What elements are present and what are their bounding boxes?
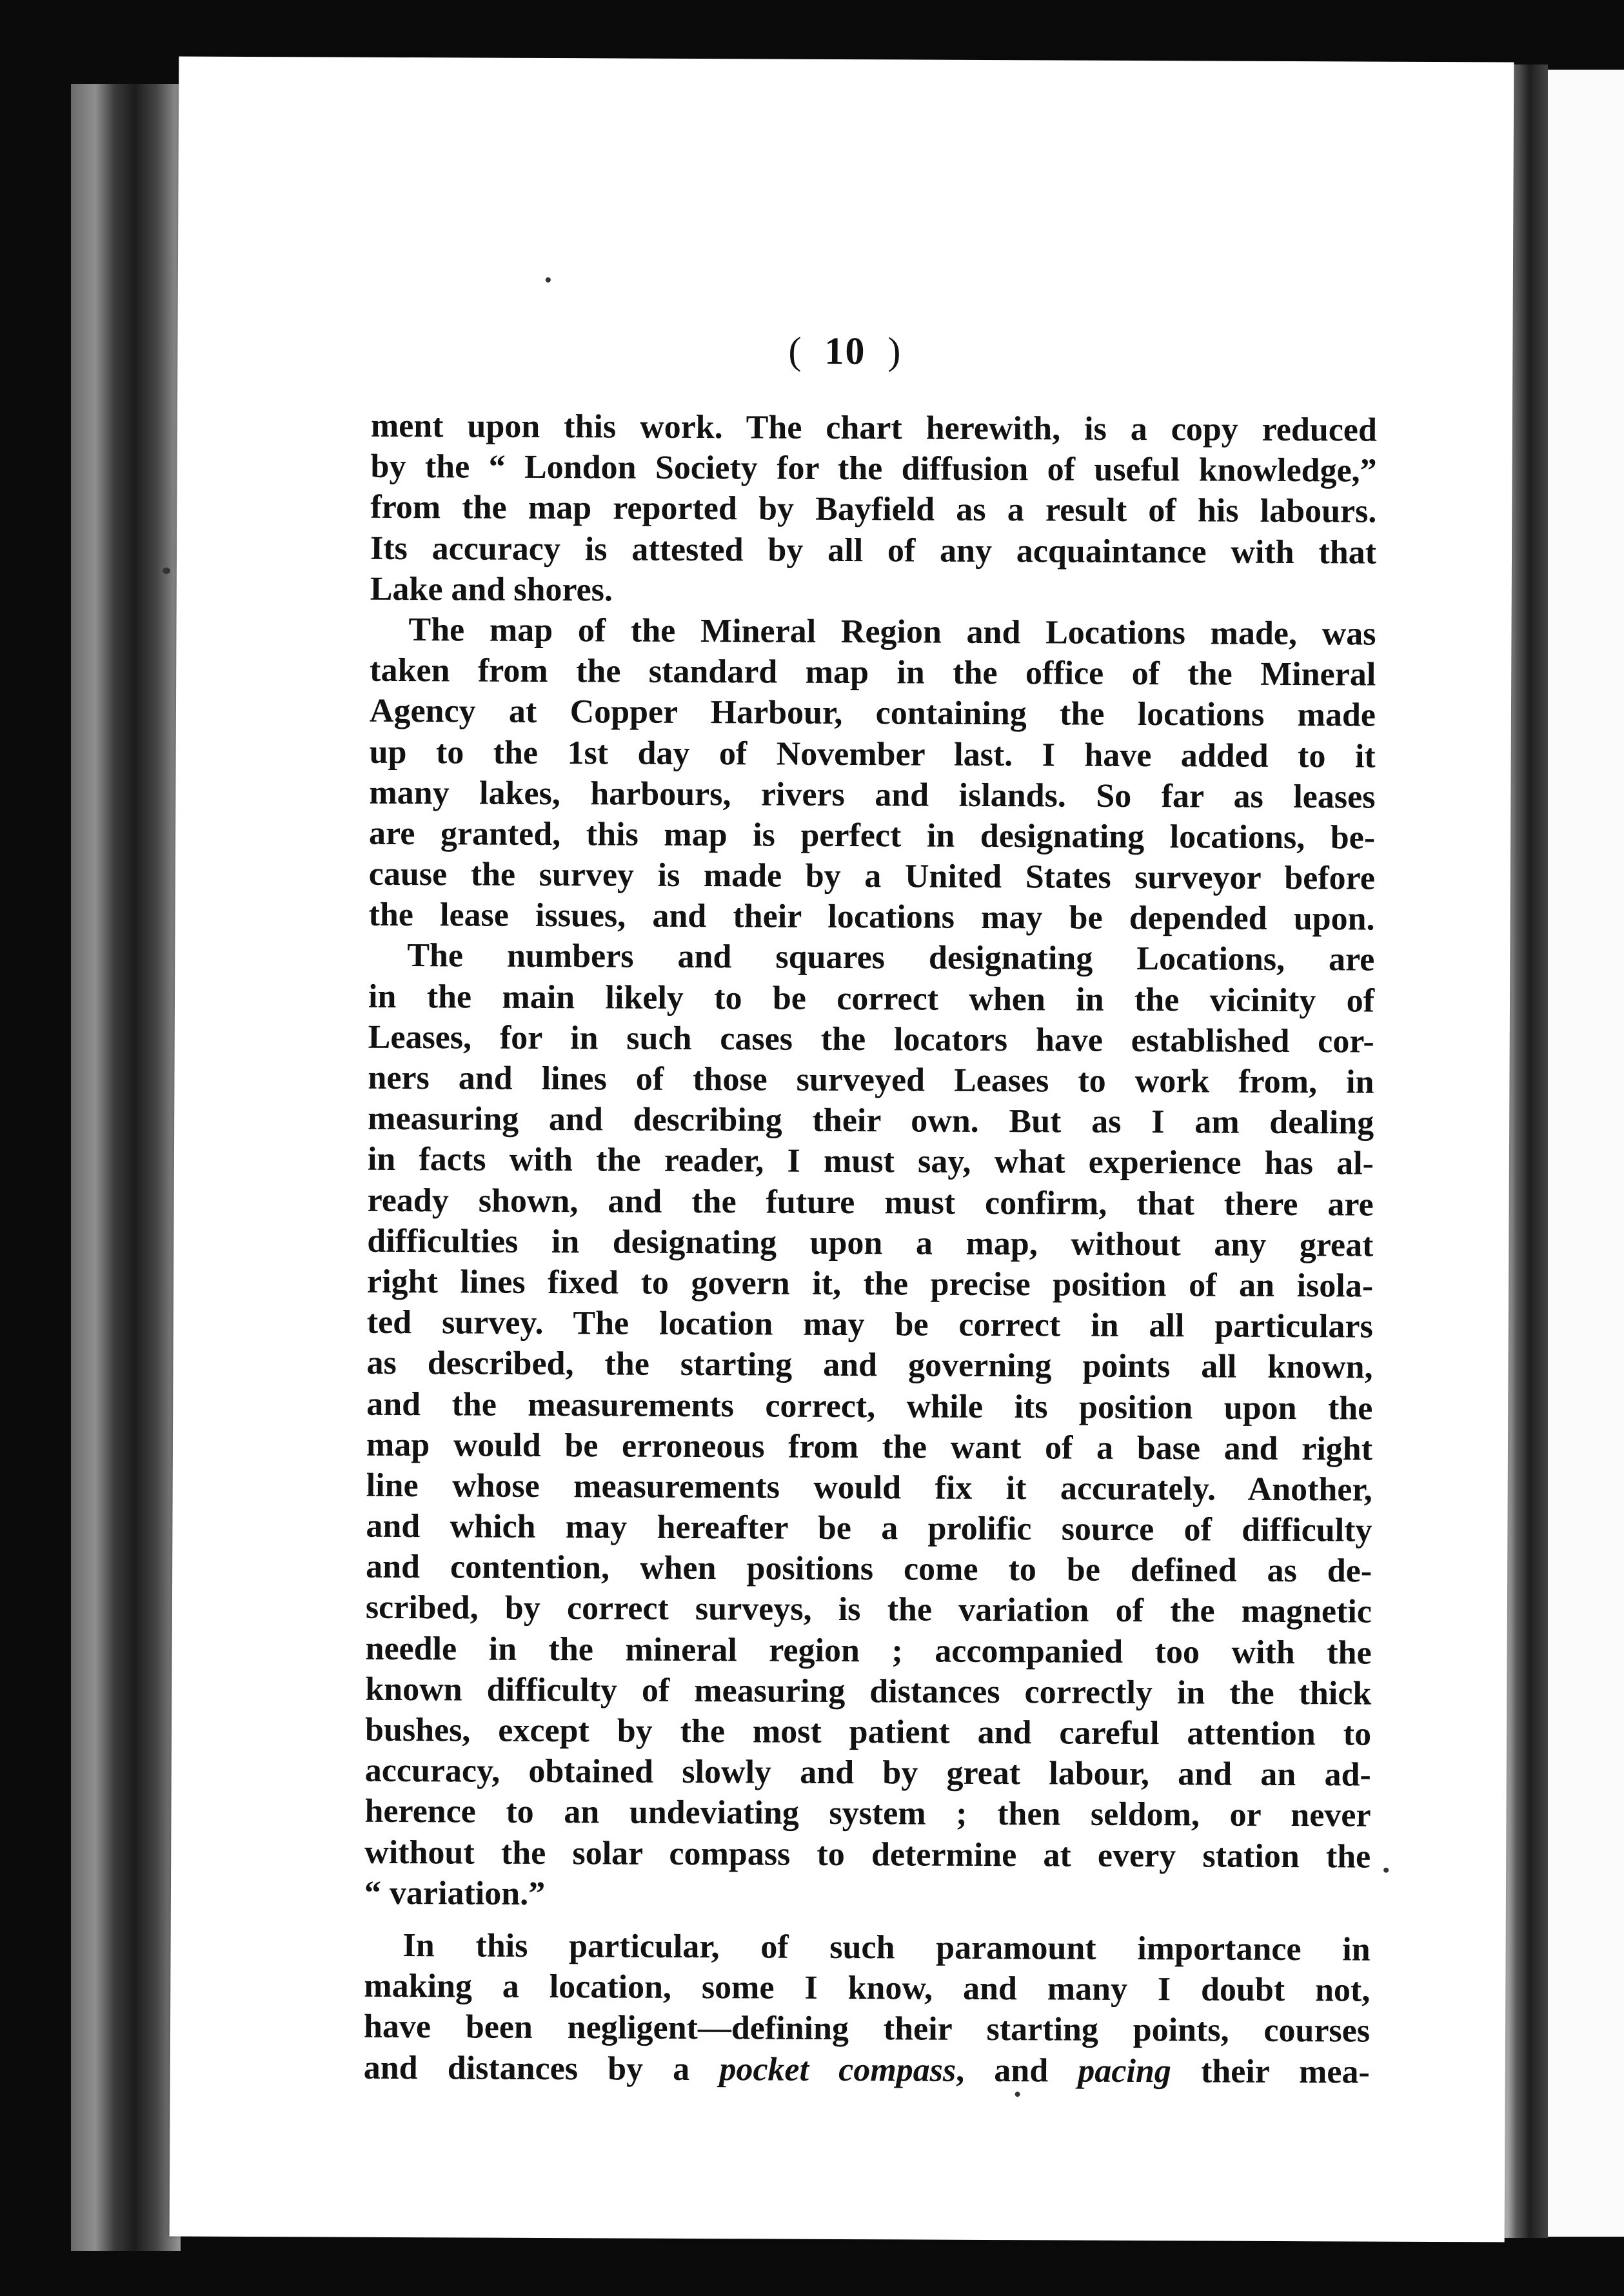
paragraph [368,609,1376,940]
text-line: in the main likely to be correct when in the vicinity of [368,978,1375,1020]
text-run: and distances by a [363,2049,720,2088]
paragraph [364,1925,1371,2093]
text-line: “ variation.” [364,1874,546,1912]
ink-speck [1383,1868,1389,1873]
paragraph [370,406,1377,614]
text-line: many lakes, harbours, rivers and islands. So far as leases [369,774,1376,816]
text-line: The numbers and squares designating Locations, are [407,937,1375,979]
text-line: the lease issues, and their locations may be depended upon. [368,896,1375,938]
text-line: by the “ London Society for the diffusion of useful knowledge,” [370,448,1377,490]
text-line: measuring and describing their own. But as I am dealing [368,1100,1374,1142]
text-line: ment upon this work. The chart herewith, is a copy reduced [370,407,1377,449]
text-line: map would be erroneous from the want of a base and right [366,1426,1373,1468]
text-line-with-italics [364,2047,1370,2092]
text-line: needle in the mineral region ; accompanied too with the [365,1630,1372,1672]
paragraph [364,935,1375,1917]
page-number-close-paren: ) [887,330,902,373]
book-binding-gutter [71,84,181,2251]
text-line: have been negligent—defining their starting points, courses [363,2008,1371,2050]
text-line: right lines fixed to govern it, the precise position of an isola- [366,1263,1374,1305]
text-line: line whose measurements would fix it accurately. Another, [366,1467,1372,1509]
body-text [364,406,1377,2092]
text-line: without the solar compass to determine at every station the [364,1834,1371,1875]
italic-text-run: pacing [1078,2052,1171,2090]
text-line: difficulties in designating upon a map, without any great [367,1222,1374,1264]
text-line: making a location, some I know, and many I doubt not, [364,1967,1371,2009]
ink-speck [163,568,170,574]
text-run: their mea- [1171,2052,1370,2091]
text-line: and which may hereafter be a prolific source of difficulty [366,1507,1372,1549]
text-line: from the map reported by Bayfield as a result of his labours. [370,489,1377,530]
text-line: herence to an undeviating system ; then seldom, or never [364,1793,1371,1834]
text-line: ners and lines of those surveyed Leases to work from, in [368,1059,1374,1101]
italic-text-run: pocket compass [719,2050,956,2089]
text-line: bushes, except by the most patient and careful attention to [364,1711,1372,1753]
text-line: ready shown, and the future must confirm, that there are [367,1182,1374,1223]
text-run: , and [956,2052,1078,2090]
text-line: up to the 1st day of November last. I have added to it [369,733,1376,775]
page-number-open-paren: ( [788,329,803,372]
ink-speck [546,277,551,282]
text-line: The map of the Mineral Region and Locations made, was [408,611,1376,653]
text-line: as described, the starting and governing points all known, [366,1345,1373,1386]
page-sheet [170,57,1514,2242]
text-line: taken from the standard map in the office of the Mineral [370,651,1376,693]
text-line: cause the survey is made by a United States surveyor before [368,855,1375,897]
ink-speck [1015,2092,1020,2097]
text-line: Leases, for in such cases the locators have established cor- [368,1018,1374,1060]
text-line: Lake and shores. [370,570,613,609]
text-line: In this particular, of such paramount importance in [402,1926,1371,1968]
text-line: and contention, when positions come to be defined as de- [366,1549,1372,1590]
text-line: in facts with the reader, I must say, what experience has al- [367,1141,1374,1182]
text-line: scribed, by correct surveys, is the variation of the magnetic [365,1589,1372,1631]
text-line: known difficulty of measuring distances correctly in the thick [365,1670,1372,1712]
text-line: Agency at Copper Harbour, containing the locations made [369,693,1376,734]
text-line: ted survey. The location may be correct in all particulars [366,1303,1373,1345]
facing-page-edge [1548,70,1624,2237]
text-line: are granted, this map is perfect in designating locations, be- [369,815,1376,856]
page-number [177,326,1512,376]
page-number-value: 10 [824,329,866,373]
text-line: and the measurements correct, while its position upon the [366,1385,1373,1427]
text-line: Its accuracy is attested by all of any acquaintance with that [370,529,1377,571]
text-line: accuracy, obtained slowly and by great labour, and an ad- [364,1752,1371,1794]
